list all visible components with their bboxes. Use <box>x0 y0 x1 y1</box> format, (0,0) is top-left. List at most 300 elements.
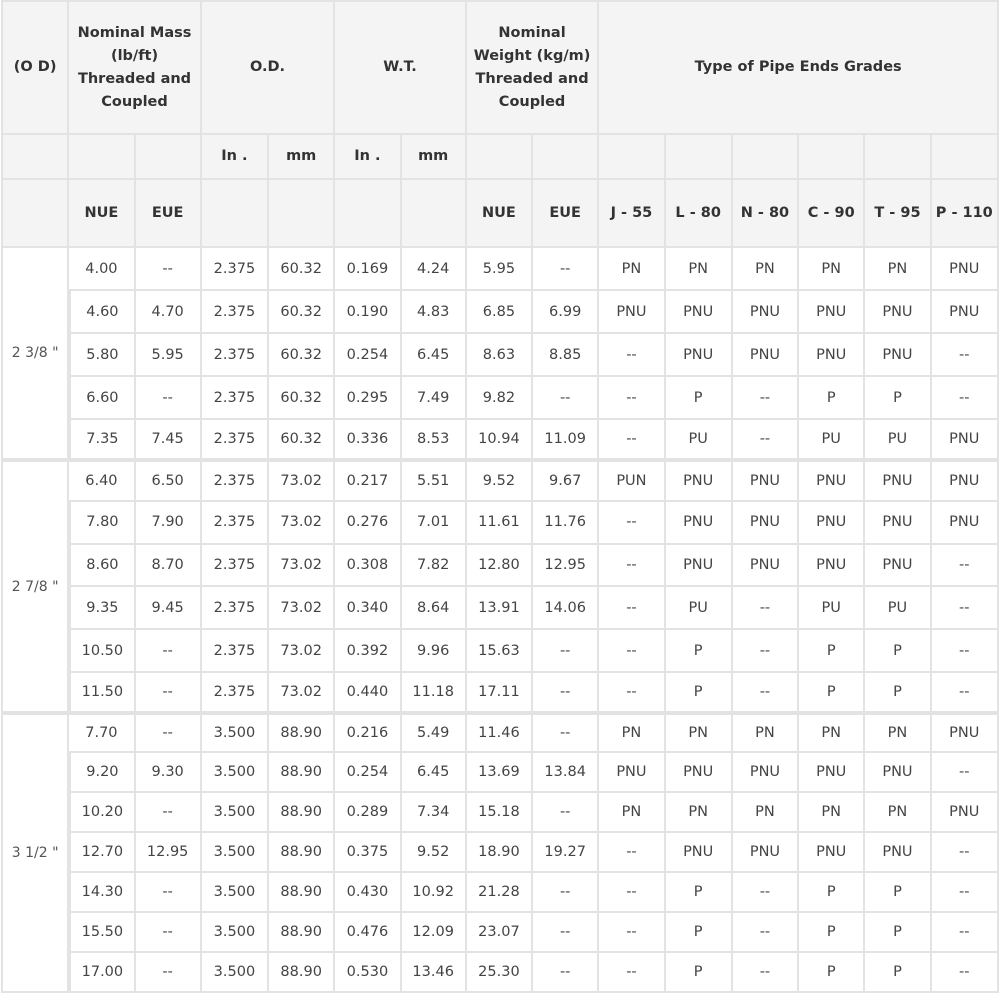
table-cell: PNU <box>733 833 799 873</box>
table-cell: P <box>865 377 931 420</box>
table-cell: 3.500 <box>202 793 269 833</box>
table-cell: 2.375 <box>202 545 269 588</box>
table-cell: -- <box>533 377 599 420</box>
table-cell: 4.24 <box>402 248 467 291</box>
table-cell: PNU <box>799 334 865 377</box>
table-cell: 7.01 <box>402 502 467 545</box>
table-row <box>1 502 999 545</box>
od-size-cell: 2 7/8 " <box>1 460 69 713</box>
table-cell: -- <box>733 913 799 953</box>
header-empty <box>865 135 931 180</box>
table-cell: 2.375 <box>202 630 269 673</box>
table-cell: 13.91 <box>467 587 533 630</box>
table-cell: P <box>865 630 931 673</box>
table-cell: 0.440 <box>335 673 401 713</box>
table-cell: PU <box>865 587 931 630</box>
table-cell: -- <box>533 713 599 753</box>
table-cell: 2.375 <box>202 460 269 502</box>
table-cell: -- <box>733 420 799 460</box>
table-cell: 5.51 <box>402 460 467 502</box>
table-cell: 0.217 <box>335 460 401 502</box>
table-cell: 88.90 <box>269 953 335 993</box>
table-cell: -- <box>932 334 999 377</box>
table-cell: 9.82 <box>467 377 533 420</box>
table-cell: 10.20 <box>69 793 135 833</box>
table-cell: 15.63 <box>467 630 533 673</box>
table-row <box>1 334 999 377</box>
table-cell: PNU <box>599 753 665 793</box>
table-cell: PN <box>666 713 733 753</box>
table-cell: 5.49 <box>402 713 467 753</box>
table-cell: 0.254 <box>335 334 401 377</box>
table-cell: -- <box>136 377 202 420</box>
header-empty <box>599 135 665 180</box>
table-cell: 7.82 <box>402 545 467 588</box>
table-cell: P <box>666 873 733 913</box>
table-cell: 7.49 <box>402 377 467 420</box>
table-cell: 0.476 <box>335 913 401 953</box>
table-cell: 3.500 <box>202 873 269 913</box>
table-cell: 88.90 <box>269 713 335 753</box>
table-cell: PU <box>666 587 733 630</box>
table-cell: 0.190 <box>335 291 401 334</box>
table-cell: 7.45 <box>136 420 202 460</box>
header-grade-j55: J - 55 <box>599 180 665 248</box>
table-cell: 25.30 <box>467 953 533 993</box>
table-cell: P <box>799 953 865 993</box>
table-cell: 9.30 <box>136 753 202 793</box>
table-cell: 5.80 <box>69 334 135 377</box>
table-cell: -- <box>533 673 599 713</box>
header-eue-weight: EUE <box>533 180 599 248</box>
header-empty <box>932 135 999 180</box>
table-cell: PN <box>865 248 931 291</box>
table-cell: 9.52 <box>402 833 467 873</box>
table-cell: 7.34 <box>402 793 467 833</box>
table-cell: 9.52 <box>467 460 533 502</box>
table-cell: 88.90 <box>269 913 335 953</box>
table-cell: PU <box>666 420 733 460</box>
table-cell: 0.340 <box>335 587 401 630</box>
table-cell: PU <box>799 587 865 630</box>
table-cell: PNU <box>932 420 999 460</box>
table-cell: -- <box>733 630 799 673</box>
table-cell: PN <box>799 248 865 291</box>
table-cell: 17.00 <box>69 953 135 993</box>
table-cell: 5.95 <box>467 248 533 291</box>
table-row <box>1 793 999 833</box>
table-cell: 3.500 <box>202 833 269 873</box>
table-cell: 0.430 <box>335 873 401 913</box>
header-empty <box>666 135 733 180</box>
table-cell: -- <box>599 545 665 588</box>
table-cell: 12.70 <box>69 833 135 873</box>
table-cell: 2.375 <box>202 334 269 377</box>
table-cell: 73.02 <box>269 673 335 713</box>
table-cell: 6.85 <box>467 291 533 334</box>
table-cell: 11.09 <box>533 420 599 460</box>
table-cell: 14.06 <box>533 587 599 630</box>
table-cell: 8.63 <box>467 334 533 377</box>
table-body <box>1 248 999 993</box>
table-cell: 6.99 <box>533 291 599 334</box>
table-cell: PNU <box>865 833 931 873</box>
table-cell: -- <box>932 545 999 588</box>
header-nue-mass: NUE <box>69 180 135 248</box>
table-cell: 88.90 <box>269 753 335 793</box>
table-cell: PNU <box>865 502 931 545</box>
table-row <box>1 545 999 588</box>
table-cell: 2.375 <box>202 377 269 420</box>
header-grade-t95: T - 95 <box>865 180 931 248</box>
table-cell: P <box>666 377 733 420</box>
table-row <box>1 291 999 334</box>
od-size-cell: 2 3/8 " <box>1 248 69 460</box>
table-cell: PNU <box>666 753 733 793</box>
table-cell: -- <box>932 377 999 420</box>
header-grade-c90: C - 90 <box>799 180 865 248</box>
table-cell: 12.09 <box>402 913 467 953</box>
table-cell: 3.500 <box>202 913 269 953</box>
table-cell: -- <box>136 713 202 753</box>
table-cell: 13.46 <box>402 953 467 993</box>
table-cell: -- <box>599 953 665 993</box>
table-cell: 0.392 <box>335 630 401 673</box>
table-row <box>1 673 999 713</box>
table-cell: PNU <box>666 502 733 545</box>
table-cell: 88.90 <box>269 793 335 833</box>
header-empty <box>202 180 269 248</box>
table-cell: -- <box>932 873 999 913</box>
table-cell: P <box>666 913 733 953</box>
table-cell: -- <box>136 873 202 913</box>
table-cell: 60.32 <box>269 420 335 460</box>
table-cell: 14.30 <box>69 873 135 913</box>
table-cell: 4.70 <box>136 291 202 334</box>
table-cell: PNU <box>799 545 865 588</box>
table-cell: 8.64 <box>402 587 467 630</box>
header-empty <box>69 135 135 180</box>
table-cell: -- <box>599 673 665 713</box>
table-cell: -- <box>599 420 665 460</box>
table-cell: 0.169 <box>335 248 401 291</box>
table-cell: 23.07 <box>467 913 533 953</box>
table-cell: -- <box>599 873 665 913</box>
table-cell: 5.95 <box>136 334 202 377</box>
header-grade-n80: N - 80 <box>733 180 799 248</box>
table-cell: 73.02 <box>269 630 335 673</box>
table-cell: P <box>865 953 931 993</box>
table-cell: PNU <box>865 753 931 793</box>
table-cell: 11.46 <box>467 713 533 753</box>
table-cell: PNU <box>932 460 999 502</box>
table-cell: 15.18 <box>467 793 533 833</box>
table-cell: 6.45 <box>402 753 467 793</box>
header-grade-p110: P - 110 <box>932 180 999 248</box>
table-cell: 73.02 <box>269 587 335 630</box>
table-cell: -- <box>136 630 202 673</box>
table-cell: 10.92 <box>402 873 467 913</box>
table-cell: 18.90 <box>467 833 533 873</box>
table-cell: P <box>865 673 931 713</box>
table-cell: 7.70 <box>69 713 135 753</box>
header-nominal-mass: Nominal Mass (lb/ft) Threaded and Coupled <box>69 0 202 135</box>
table-cell: 60.32 <box>269 291 335 334</box>
table-cell: PNU <box>599 291 665 334</box>
table-cell: PNU <box>666 833 733 873</box>
table-cell: 8.85 <box>533 334 599 377</box>
table-cell: 0.276 <box>335 502 401 545</box>
table-cell: -- <box>932 673 999 713</box>
table-cell: -- <box>733 377 799 420</box>
table-cell: 2.375 <box>202 248 269 291</box>
table-cell: PUN <box>599 460 665 502</box>
table-cell: PN <box>865 713 931 753</box>
table-cell: 3.500 <box>202 713 269 753</box>
table-cell: P <box>666 630 733 673</box>
table-cell: 13.84 <box>533 753 599 793</box>
table-cell: PNU <box>799 460 865 502</box>
table-cell: PU <box>799 420 865 460</box>
table-cell: PNU <box>733 502 799 545</box>
table-cell: 11.50 <box>69 673 135 713</box>
table-cell: 9.96 <box>402 630 467 673</box>
header-type-grades: Type of Pipe Ends Grades <box>599 0 999 135</box>
table-cell: 2.375 <box>202 587 269 630</box>
table-cell: 9.67 <box>533 460 599 502</box>
table-cell: 88.90 <box>269 873 335 913</box>
table-cell: 15.50 <box>69 913 135 953</box>
table-cell: 4.00 <box>69 248 135 291</box>
table-cell: 9.45 <box>136 587 202 630</box>
table-cell: P <box>799 673 865 713</box>
table-cell: 11.61 <box>467 502 533 545</box>
header-od-in: In . <box>202 135 269 180</box>
table-cell: P <box>865 913 931 953</box>
table-cell: 8.53 <box>402 420 467 460</box>
table-cell: 19.27 <box>533 833 599 873</box>
table-cell: 73.02 <box>269 545 335 588</box>
table-row <box>1 873 999 913</box>
table-cell: 6.40 <box>69 460 135 502</box>
table-cell: 73.02 <box>269 460 335 502</box>
table-cell: 11.18 <box>402 673 467 713</box>
table-cell: -- <box>733 673 799 713</box>
table-cell: PN <box>799 793 865 833</box>
table-cell: PN <box>733 793 799 833</box>
table-cell: PNU <box>932 713 999 753</box>
table-cell: 8.70 <box>136 545 202 588</box>
table-cell: 88.90 <box>269 833 335 873</box>
table-cell: -- <box>533 630 599 673</box>
table-cell: 73.02 <box>269 502 335 545</box>
table-cell: PNU <box>799 753 865 793</box>
header-od: (O D) <box>1 0 69 135</box>
table-cell: -- <box>733 873 799 913</box>
table-cell: 21.28 <box>467 873 533 913</box>
header-empty <box>1 135 69 180</box>
table-cell: 11.76 <box>533 502 599 545</box>
header-grade-l80: L - 80 <box>666 180 733 248</box>
table-cell: 0.289 <box>335 793 401 833</box>
table-cell: PNU <box>666 545 733 588</box>
table-cell: PNU <box>666 460 733 502</box>
table-cell: 0.295 <box>335 377 401 420</box>
table-cell: 9.20 <box>69 753 135 793</box>
table-cell: 3.500 <box>202 953 269 993</box>
table-cell: PNU <box>799 833 865 873</box>
table-cell: -- <box>136 953 202 993</box>
table-cell: P <box>799 377 865 420</box>
table-cell: PN <box>599 248 665 291</box>
header-empty <box>533 135 599 180</box>
header-wt-in: In . <box>335 135 401 180</box>
table-cell: -- <box>533 873 599 913</box>
table-cell: 0.308 <box>335 545 401 588</box>
table-cell: PNU <box>733 291 799 334</box>
table-cell: PNU <box>932 248 999 291</box>
header-wall-thickness: W.T. <box>335 0 467 135</box>
table-cell: PNU <box>733 460 799 502</box>
table-cell: PNU <box>932 793 999 833</box>
header-nominal-weight: Nominal Weight (kg/m) Threaded and Coupled <box>467 0 600 135</box>
header-eue-mass: EUE <box>136 180 202 248</box>
table-cell: 4.83 <box>402 291 467 334</box>
table-row <box>1 420 999 460</box>
table-cell: PN <box>865 793 931 833</box>
table-cell: -- <box>136 248 202 291</box>
table-cell: PN <box>733 248 799 291</box>
table-cell: 7.35 <box>69 420 135 460</box>
table-cell: -- <box>533 793 599 833</box>
table-cell: 9.35 <box>69 587 135 630</box>
table-cell: PN <box>599 793 665 833</box>
table-cell: 0.530 <box>335 953 401 993</box>
table-cell: 13.69 <box>467 753 533 793</box>
table-cell: PNU <box>932 502 999 545</box>
header-empty <box>733 135 799 180</box>
table-cell: PNU <box>666 334 733 377</box>
table-cell: 3.500 <box>202 753 269 793</box>
header-wt-mm: mm <box>402 135 467 180</box>
table-cell: PNU <box>733 334 799 377</box>
table-cell: P <box>666 953 733 993</box>
table-cell: PNU <box>733 545 799 588</box>
table-cell: 8.60 <box>69 545 135 588</box>
table-cell: 6.45 <box>402 334 467 377</box>
table-cell: 2.375 <box>202 673 269 713</box>
table-cell: 6.60 <box>69 377 135 420</box>
table-cell: 0.375 <box>335 833 401 873</box>
table-cell: -- <box>733 587 799 630</box>
table-cell: 0.336 <box>335 420 401 460</box>
table-cell: PNU <box>666 291 733 334</box>
table-cell: P <box>865 873 931 913</box>
table-row <box>1 953 999 993</box>
header-empty <box>1 180 69 248</box>
table-cell: -- <box>136 793 202 833</box>
header-od-mm: mm <box>269 135 335 180</box>
table-cell: PNU <box>865 334 931 377</box>
table-cell: PN <box>666 793 733 833</box>
table-cell: -- <box>932 587 999 630</box>
table-cell: -- <box>533 913 599 953</box>
table-cell: PN <box>666 248 733 291</box>
table-cell: -- <box>932 953 999 993</box>
header-nue-weight: NUE <box>467 180 533 248</box>
table-row <box>1 713 999 753</box>
table-cell: -- <box>136 673 202 713</box>
table-cell: PN <box>599 713 665 753</box>
table-row <box>1 833 999 873</box>
table-cell: 10.50 <box>69 630 135 673</box>
table-cell: -- <box>932 753 999 793</box>
table-row <box>1 913 999 953</box>
table-cell: PNU <box>932 291 999 334</box>
table-row <box>1 460 999 502</box>
header-empty <box>335 180 401 248</box>
table-cell: -- <box>533 953 599 993</box>
table-cell: 2.375 <box>202 420 269 460</box>
table-cell: 0.254 <box>335 753 401 793</box>
table-cell: P <box>799 630 865 673</box>
table-cell: 2.375 <box>202 291 269 334</box>
table-row <box>1 248 999 291</box>
table-cell: P <box>799 873 865 913</box>
table-row <box>1 377 999 420</box>
table-cell: -- <box>136 913 202 953</box>
header-empty <box>136 135 202 180</box>
table-cell: -- <box>599 913 665 953</box>
table-cell: -- <box>533 248 599 291</box>
table-cell: -- <box>599 630 665 673</box>
header-empty <box>269 180 335 248</box>
table-cell: PN <box>799 713 865 753</box>
table-header <box>1 0 999 248</box>
table-cell: 7.80 <box>69 502 135 545</box>
table-cell: PNU <box>865 545 931 588</box>
table-cell: PNU <box>865 291 931 334</box>
header-empty <box>467 135 533 180</box>
pipe-spec-table <box>1 0 999 993</box>
table-cell: -- <box>599 377 665 420</box>
table-cell: -- <box>599 502 665 545</box>
table-row <box>1 753 999 793</box>
table-cell: 2.375 <box>202 502 269 545</box>
table-cell: 12.80 <box>467 545 533 588</box>
header-empty <box>799 135 865 180</box>
header-od-dimension: O.D. <box>202 0 336 135</box>
table-cell: PNU <box>733 753 799 793</box>
table-cell: PNU <box>799 291 865 334</box>
table-cell: 7.90 <box>136 502 202 545</box>
table-cell: -- <box>599 334 665 377</box>
table-cell: PNU <box>799 502 865 545</box>
table-cell: PU <box>865 420 931 460</box>
table-cell: -- <box>599 833 665 873</box>
table-cell: -- <box>932 833 999 873</box>
table-cell: 12.95 <box>136 833 202 873</box>
table-cell: -- <box>932 630 999 673</box>
table-cell: PNU <box>865 460 931 502</box>
table-cell: 4.60 <box>69 291 135 334</box>
table-row <box>1 630 999 673</box>
table-row <box>1 587 999 630</box>
table-cell: P <box>666 673 733 713</box>
table-cell: 60.32 <box>269 334 335 377</box>
table-cell: 12.95 <box>533 545 599 588</box>
table-cell: PN <box>733 713 799 753</box>
